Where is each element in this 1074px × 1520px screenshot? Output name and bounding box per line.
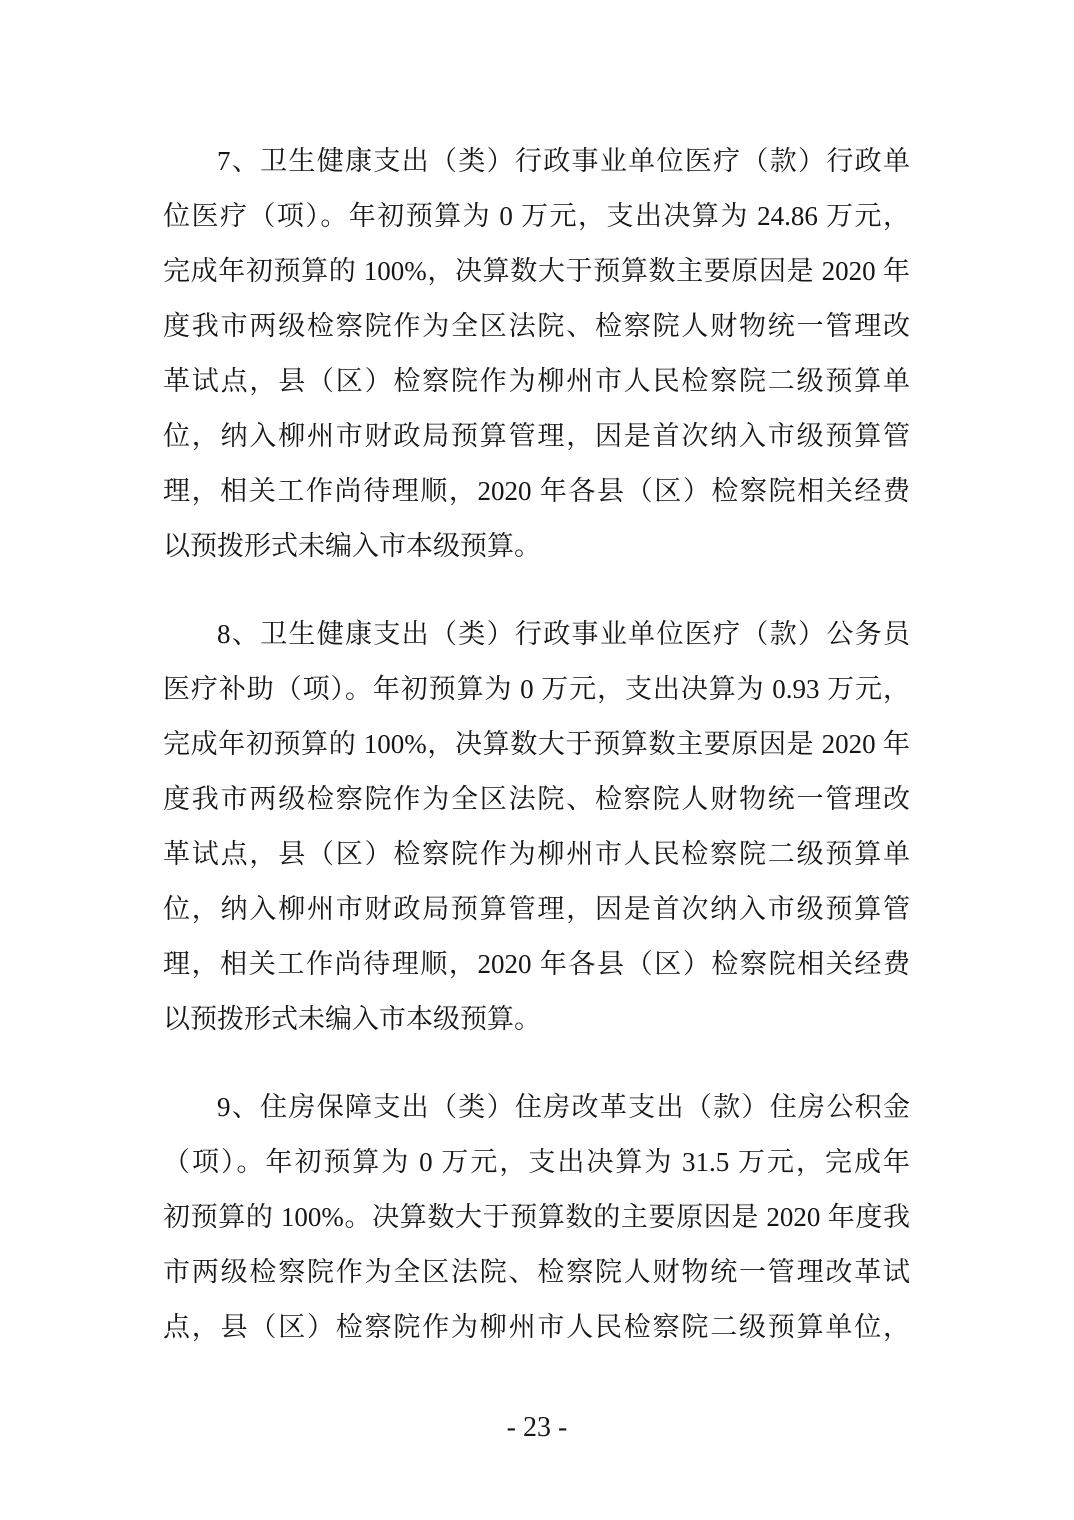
text-line: 以预拨形式未编入市本级预算。 bbox=[163, 531, 541, 561]
text-line: 度我市两级检察院作为全区法院、检察院人财物统一管理改 bbox=[163, 784, 910, 814]
text-line: 度我市两级检察院作为全区法院、检察院人财物统一管理改 bbox=[163, 311, 910, 341]
paragraph-item-8 bbox=[163, 607, 910, 1047]
text-line: 点，县（区）检察院作为柳州市人民检察院二级预算单位， bbox=[163, 1312, 910, 1342]
text-line: 8、卫生健康支出（类）行政事业单位医疗（款）公务员 bbox=[217, 619, 910, 649]
text-line: 位，纳入柳州市财政局预算管理，因是首次纳入市级预算管 bbox=[163, 421, 910, 451]
document-body bbox=[163, 134, 910, 1388]
page-number: - 23 - bbox=[506, 1412, 568, 1443]
text-line: 9、住房保障支出（类）住房改革支出（款）住房公积金 bbox=[217, 1092, 910, 1122]
text-line: 完成年初预算的 100%，决算数大于预算数主要原因是 2020 年 bbox=[163, 729, 910, 759]
text-line: 以预拨形式未编入市本级预算。 bbox=[163, 1004, 541, 1034]
text-line: 医疗补助（项）。年初预算为 0 万元，支出决算为 0.93 万元， bbox=[163, 674, 910, 704]
text-line: （项）。年初预算为 0 万元，支出决算为 31.5 万元，完成年 bbox=[163, 1147, 910, 1177]
text-line: 市两级检察院作为全区法院、检察院人财物统一管理改革试 bbox=[163, 1257, 910, 1287]
text-line: 理，相关工作尚待理顺，2020 年各县（区）检察院相关经费 bbox=[163, 949, 910, 979]
text-line: 位医疗（项）。年初预算为 0 万元，支出决算为 24.86 万元， bbox=[163, 201, 910, 231]
text-line: 理，相关工作尚待理顺，2020 年各县（区）检察院相关经费 bbox=[163, 476, 910, 506]
text-line: 完成年初预算的 100%，决算数大于预算数主要原因是 2020 年 bbox=[163, 256, 910, 286]
paragraph-item-9 bbox=[163, 1080, 910, 1355]
text-line: 初预算的 100%。决算数大于预算数的主要原因是 2020 年度我 bbox=[163, 1202, 910, 1232]
text-line: 革试点，县（区）检察院作为柳州市人民检察院二级预算单 bbox=[163, 366, 910, 396]
text-line: 位，纳入柳州市财政局预算管理，因是首次纳入市级预算管 bbox=[163, 894, 910, 924]
text-line: 7、卫生健康支出（类）行政事业单位医疗（款）行政单 bbox=[217, 146, 910, 176]
paragraph-item-7 bbox=[163, 134, 910, 574]
text-line: 革试点，县（区）检察院作为柳州市人民检察院二级预算单 bbox=[163, 839, 910, 869]
